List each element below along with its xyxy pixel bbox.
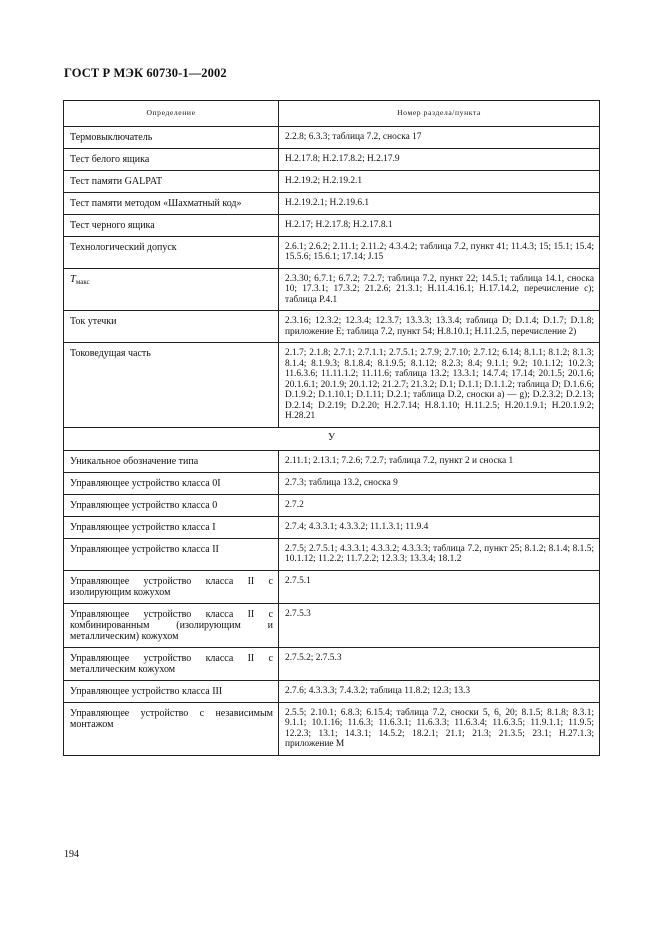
refs-cell: 2.7.2 [279,494,600,516]
refs-cell: 2.6.1; 2.6.2; 2.11.1; 2.11.2; 4.3.4.2; таблица 7.2, пункт 41; 11.4.3; 15; 15.1; 15.4; 15.5.6; 15.6.1; 17.14; J.15 [279,236,600,268]
table-row [64,148,600,170]
term-cell: Управляющее устройство класса 0I [64,472,279,494]
table-row [64,126,600,148]
table-row [64,192,600,214]
document-title: ГОСТ Р МЭК 60730-1—2002 [64,66,227,80]
refs-cell: 2.3.16; 12.3.2; 12.3.4; 12.3.7; 13.3.3; 13.3.4; таблица D; D.1.4; D.1.7; D.1.8; приложение Е; таблица 7.2, пункт 54; H.8.10.1; H.11.2.5, перечисление 2) [279,311,600,343]
term-cell: Управляющее устройство класса II с изолирующим кожухом [64,570,279,603]
term-cell: Управляющее устройство с независимым монтажом [64,702,279,755]
refs-cell: 2.3.30; 6.7.1; 6.7.2; 7.2.7; таблица 7.2, пункт 22; 14.5.1; таблица 14.1, сноска 10; 17.3.1; 17.3.2; 21.2.6; 21.3.1; H.11.4.16.1; H.17.14.2, перечисление с); таблица Р.4.1 [279,268,600,311]
refs-cell: 2.7.5; 2.7.5.1; 4.3.3.1; 4.3.3.2; 4.3.3.3; таблица 7.2, пункт 25; 8.1.2; 8.1.4; 8.1.5; 10.1.12; 11.2.2; 11.7.2.2; 12.3.3; 13.3.4; 18.1.2 [279,538,600,570]
section-heading-row [64,427,600,450]
table-row [64,702,600,755]
refs-cell: 2.7.5.3 [279,603,600,647]
table-row [64,311,600,343]
term-cell: Тест памяти GALPAT [64,170,279,192]
refs-cell: 2.7.5.2; 2.7.5.3 [279,647,600,680]
table-row [64,538,600,570]
refs-cell: 2.7.5.1 [279,570,600,603]
table-row [64,170,600,192]
refs-cell: H.2.19.2.1; H.2.19.6.1 [279,192,600,214]
table-row [64,343,600,428]
index-table [63,100,600,756]
term-cell: Технологический допуск [64,236,279,268]
table-row [64,450,600,472]
term-cell: Токоведущая часть [64,343,279,428]
column-header-number: Номер раздела/пункта [279,101,600,127]
term-cell: Управляющее устройство класса 0 [64,494,279,516]
term-cell: Управляющее устройство класса II [64,538,279,570]
column-header-definition: Определение [64,101,279,127]
term-cell: Термовыключатель [64,126,279,148]
term-cell: Тест памяти методом «Шахматный код» [64,192,279,214]
term-cell: Уникальное обозначение типа [64,450,279,472]
table-row [64,647,600,680]
table-row [64,236,600,268]
page-number: 194 [64,849,79,860]
table-row-tmax [64,268,600,311]
refs-cell: 2.2.8; 6.3.3; таблица 7.2, сноска 17 [279,126,600,148]
refs-cell: 2.11.1; 2.13.1; 7.2.6; 7.2.7; таблица 7.2, пункт 2 и сноска 1 [279,450,600,472]
table-header-row [64,101,600,127]
refs-cell: 2.7.6; 4.3.3.3; 7.4.3.2; таблица 11.8.2; 12.3; 13.3 [279,680,600,702]
tmax-subscript: макс [75,277,90,286]
term-cell-tmax [64,268,279,311]
term-cell: Управляющее устройство класса II с комбинированным (изолирующим и металлическим) кожухом [64,603,279,647]
refs-cell: 2.5.5; 2.10.1; 6.8.3; 6.15.4; таблица 7.2, сноски 5, 6, 20; 8.1.5; 8.1.8; 8.3.1; 9.1.1; 10.1.16; 11.6.3; 11.6.3.1; 11.6.3.3; 11.6.3.4; 11.6.3.5; 11.9.1.1; 11.9.5; 12.2.3; 13.1; 14.3.1; 14.5.2; 18.2.1; 21.1; 21.3; 21.3.5; 23.1; H.27.1.3; приложение М [279,702,600,755]
table-row [64,516,600,538]
table-row [64,472,600,494]
tmax-symbol: T [70,273,76,285]
table-row [64,603,600,647]
term-cell: Ток утечки [64,311,279,343]
refs-cell: 2.7.3; таблица 13.2, сноска 9 [279,472,600,494]
refs-cell: 2.7.4; 4.3.3.1; 4.3.3.2; 11.1.3.1; 11.9.4 [279,516,600,538]
refs-cell: H.2.17; H.2.17.8; H.2.17.8.1 [279,214,600,236]
term-cell: Управляющее устройство класса II с металлическим кожухом [64,647,279,680]
term-cell: Тест черного ящика [64,214,279,236]
term-cell: Управляющее устройство класса I [64,516,279,538]
table-row [64,494,600,516]
refs-cell: H.2.19.2; H.2.19.2.1 [279,170,600,192]
term-cell: Тест белого ящика [64,148,279,170]
term-cell: Управляющее устройство класса III [64,680,279,702]
refs-cell: 2.1.7; 2.1.8; 2.7.1; 2.7.1.1; 2.7.5.1; 2.7.9; 2.7.10; 2.7.12; 6.14; 8.1.1; 8.1.2; 8.1.3; 8.1.4; 8.1.9.3; 8.1.8.4; 8.1.9.5; 8.1.12; 8.2.3; 8.4; 9.1.1; 9.2; 10.1.12; 10.2.3; 11.6.3.6; 11.11.1.2; 11.11.6; таблица 13.2; 13.3.1; 14.7.4; 17.14; 20.1.5; 20.1.6; 20.1.6.1; 20.1.9; 20.1.12; 21.2.7; 21.3.2; D.1; D.1.1; D.1.1.2; таблица D; D.1.6.6; D.1.9.2; D.1.10.1; D.1.11; D.2.1; таблица D.2, сноски а) — g); D.2.3.2; D.2.13; D.2.14; D.2.19; D.2.20; H.2.7.14; H.8.1.10; H.11.2.5; H.20.1.9.1; H.20.1.9.2; H.28.21 [279,343,600,428]
table-row [64,570,600,603]
refs-cell: H.2.17.8; H.2.17.8.2; H.2.17.9 [279,148,600,170]
section-letter: У [64,427,600,450]
table-row [64,680,600,702]
table-row [64,214,600,236]
